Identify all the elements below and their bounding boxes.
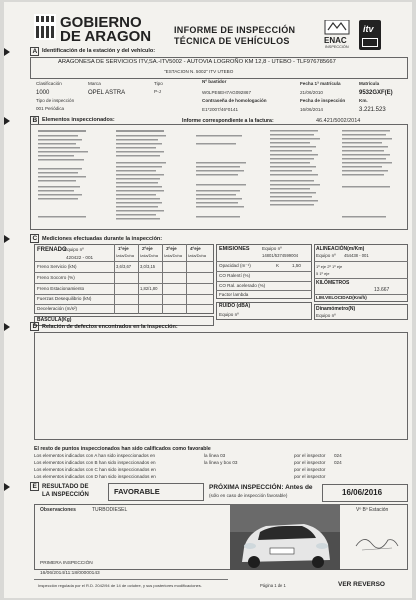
kilometros-label: KILÓMETROS	[316, 280, 350, 286]
eje-row-2: 5 1º eje	[316, 271, 330, 276]
enac-label: ENAC	[324, 36, 347, 45]
servicio-eje2: 3,0/3,15	[140, 264, 156, 269]
section-d-marker	[4, 323, 10, 331]
ruido-label: RUIDO (dBA)	[219, 303, 251, 309]
summary-line3: Los elementos indicados con B han sido inspeccionados en	[34, 460, 156, 465]
bastidor-label: Nº bastidor	[202, 79, 227, 84]
eje-sub-4: Izda/Dcha	[188, 253, 207, 258]
alineacion-equipo-label: Equipo nº	[316, 253, 336, 258]
vehicle-photo	[230, 504, 340, 570]
proxima-sub: (sólo en caso de inspección favorable)	[209, 493, 288, 498]
observaciones-value: TURBODIESEL	[92, 507, 128, 513]
tipo-inspeccion-value: 001 Periódica	[36, 106, 65, 111]
eje-sub-3: Izda/Dcha	[164, 253, 183, 258]
opacidad-unit: K	[276, 263, 280, 268]
lim-velocidad-label: LIM.VELOCIDAD(Km/h)	[316, 295, 367, 300]
opacidad-label: Opacidad (m⁻¹)	[219, 263, 251, 268]
matricula-value: 9532GXF(E)	[359, 90, 393, 96]
fecha-matricula-value: 21/06/2010	[300, 90, 323, 95]
summary-line4: Los elementos indicados con C han sido inspeccionados en	[34, 467, 156, 472]
summary-line3-id: 024	[334, 460, 342, 465]
eje-row-1: 1º eje 2º 1º eje	[316, 264, 343, 269]
summary-line3-insp: por el inspector	[294, 460, 326, 465]
row-desequilibrio: Fuerzas Desequilibrio (kN)	[37, 296, 92, 301]
emisiones-label: EMISIONES	[219, 246, 250, 252]
ruido-equipo-label: Equipo nº	[219, 312, 239, 317]
observaciones-label: Observaciones	[40, 507, 76, 513]
fecha-inspeccion-value: 16/06/2014	[300, 107, 323, 112]
section-c-marker	[4, 235, 10, 243]
frenado-label: FRENADO	[37, 247, 67, 253]
defects-box	[34, 332, 408, 440]
section-b-letter-box: B	[30, 116, 39, 125]
station-name: ARAGONESA DE SERVICIOS ITV,SA.-ITV5002 - AUTOVIA LOGROÑO KM 12,8 - UTEBO - TLF976785667	[58, 59, 336, 65]
gov-title-line1: GOBIERNO	[60, 14, 142, 31]
enac-sub: INSPECCIÓN	[325, 45, 349, 49]
km-value: 3.221.523	[359, 107, 386, 113]
alineacion-equipo-value: 454438 - 001	[344, 253, 369, 258]
section-c-letter-box: C	[30, 234, 39, 243]
km-label: Km.	[359, 98, 368, 103]
frenado-equipo-label: Equipo nº	[64, 247, 84, 252]
section-a-label: Identificación de la estación y del vehículo:	[42, 48, 156, 54]
eje-sub-2: Izda/Dcha	[140, 253, 159, 258]
row-deceleracion: Deceleración (m/s²)	[37, 306, 78, 311]
emisiones-equipo-value: 14801/5374599004	[262, 253, 299, 258]
eje-sub-1: Izda/Dcha	[116, 253, 135, 258]
section-e-letter-box: E	[30, 482, 39, 491]
frenado-equipo-value: 420422 - 001	[66, 255, 94, 260]
row-servicio: Freno Servicio (kN)	[37, 264, 77, 269]
summary-line3-where: la línea y box 03	[204, 460, 238, 465]
summary-line2-insp: por el inspector	[294, 453, 326, 458]
proxima-value: 16/06/2016	[342, 488, 383, 497]
co-ralenti-label: CO Ralentí (%)	[219, 273, 251, 278]
inspector-signature	[352, 530, 402, 554]
vb-estacion-label: Vº Bº Estación	[356, 507, 389, 513]
emisiones-equipo-label: Equipo nº	[262, 246, 282, 251]
clasificacion-label: Clasificación	[36, 81, 62, 86]
tipo-value: P-J	[154, 89, 161, 94]
summary-line4-insp: por el inspector	[294, 467, 326, 472]
fecha-matricula-label: Fecha 1ª matrícula	[300, 81, 341, 86]
report-title-line1: INFORME DE INSPECCIÓN	[174, 25, 296, 35]
clasificacion-value: 1000	[36, 90, 50, 96]
resultado-label-1: RESULTADO DE	[42, 484, 89, 490]
section-d-letter-box: D	[30, 322, 39, 331]
co-acel-label: CO Ral. acelerado (%)	[219, 283, 266, 288]
resultado-label-2: LA INSPECCIÓN	[42, 492, 89, 498]
summary-line1: El resto de puntos inspeccionados han sido calificados como favorable	[34, 446, 211, 452]
fecha-inspeccion-label: Fecha de inspección	[300, 98, 346, 103]
section-a-letter-box: A	[30, 47, 39, 56]
marca-label: Marca	[88, 81, 101, 86]
section-c-label: Mediciones efectuadas durante la inspección:	[42, 236, 163, 242]
gov-title-line2: DE ARAGON	[60, 28, 152, 45]
summary-line5-insp: por el inspector	[294, 474, 326, 479]
summary-line2: Los elementos indicados con A han sido inspeccionados en	[34, 453, 156, 458]
section-b-marker	[4, 117, 10, 125]
elements-grid	[36, 128, 404, 226]
bastidor-value: W0LPE6EH7AG092867	[202, 90, 252, 95]
primera-inspeccion-value: 16/06/2014/11:18/00000143	[40, 571, 100, 576]
kilometros-value: 13.667	[374, 287, 390, 293]
marca-value: OPEL ASTRA	[88, 90, 126, 96]
contrasena-value: E1*2007/46*0141	[202, 107, 239, 112]
dinamometro-equipo-label: Equipo nº	[316, 313, 336, 318]
summary-line5: Los elementos indicados con D han sido inspeccionados en	[34, 474, 156, 479]
factura-label: Informe correspondiente a la factura:	[182, 118, 274, 124]
footer-legal: Inspección regulada por el R.D. 2042/94 de 14 de octubre, y sus posteriores modificaciones.	[38, 583, 202, 588]
ver-reverso-link[interactable]: VER REVERSO	[338, 581, 385, 588]
eje-header-1: 1ºeje	[118, 246, 129, 251]
primera-inspeccion-label: PRIMERA INSPECCIÓN	[40, 561, 93, 566]
estac-eje2: 1,82/1,80	[140, 286, 158, 291]
eje-header-2: 2ºeje	[142, 246, 153, 251]
section-a-marker	[4, 48, 10, 56]
row-estacionamiento: Freno Estacionamiento	[37, 286, 85, 291]
lambda-label: Factor lambda	[219, 292, 249, 297]
aragon-logo	[34, 14, 56, 40]
eje-header-3: 3ºeje	[166, 246, 177, 251]
summary-line2-where: la línea 03	[204, 453, 226, 458]
inspection-report	[4, 2, 412, 598]
itv-logo: itv	[359, 20, 381, 50]
bascula-label: BASCULA(Kg)	[37, 317, 72, 323]
resultado-value: FAVORABLE	[114, 487, 160, 496]
opacidad-value: 1,50	[292, 263, 301, 268]
station-sub: "ESTACION N. 5002" ITV UTEBO	[164, 69, 234, 74]
matricula-label: Matrícula	[359, 81, 380, 86]
tipo-inspeccion-label: Tipo de inspección	[36, 98, 75, 103]
factura-value: 46.421/5002/2014	[316, 118, 361, 124]
contrasena-label: Contraseña de homologación	[202, 98, 267, 103]
dinamometro-label: Dinamómetro(N)	[316, 306, 356, 312]
servicio-eje1: 3,6/3,67	[116, 264, 132, 269]
eje-header-4: 4ºeje	[190, 246, 201, 251]
section-d-label: Relación de defectos encontrados en la inspección:	[42, 324, 178, 330]
footer-page: Página 1 de 1	[260, 583, 286, 588]
row-socorro: Freno Socorro (%)	[37, 275, 75, 280]
summary-line2-id: 024	[334, 453, 342, 458]
section-e-marker	[4, 483, 10, 491]
report-title-line2: TÉCNICA DE VEHÍCULOS	[174, 36, 290, 46]
tipo-label: Tipo	[154, 81, 163, 86]
proxima-label: PRÓXIMA INSPECCIÓN: Antes de	[209, 484, 313, 491]
section-b-label: Elementos inspeccionados:	[42, 117, 115, 123]
alineacion-label: ALINEACIÓN(m/Km)	[316, 246, 365, 252]
